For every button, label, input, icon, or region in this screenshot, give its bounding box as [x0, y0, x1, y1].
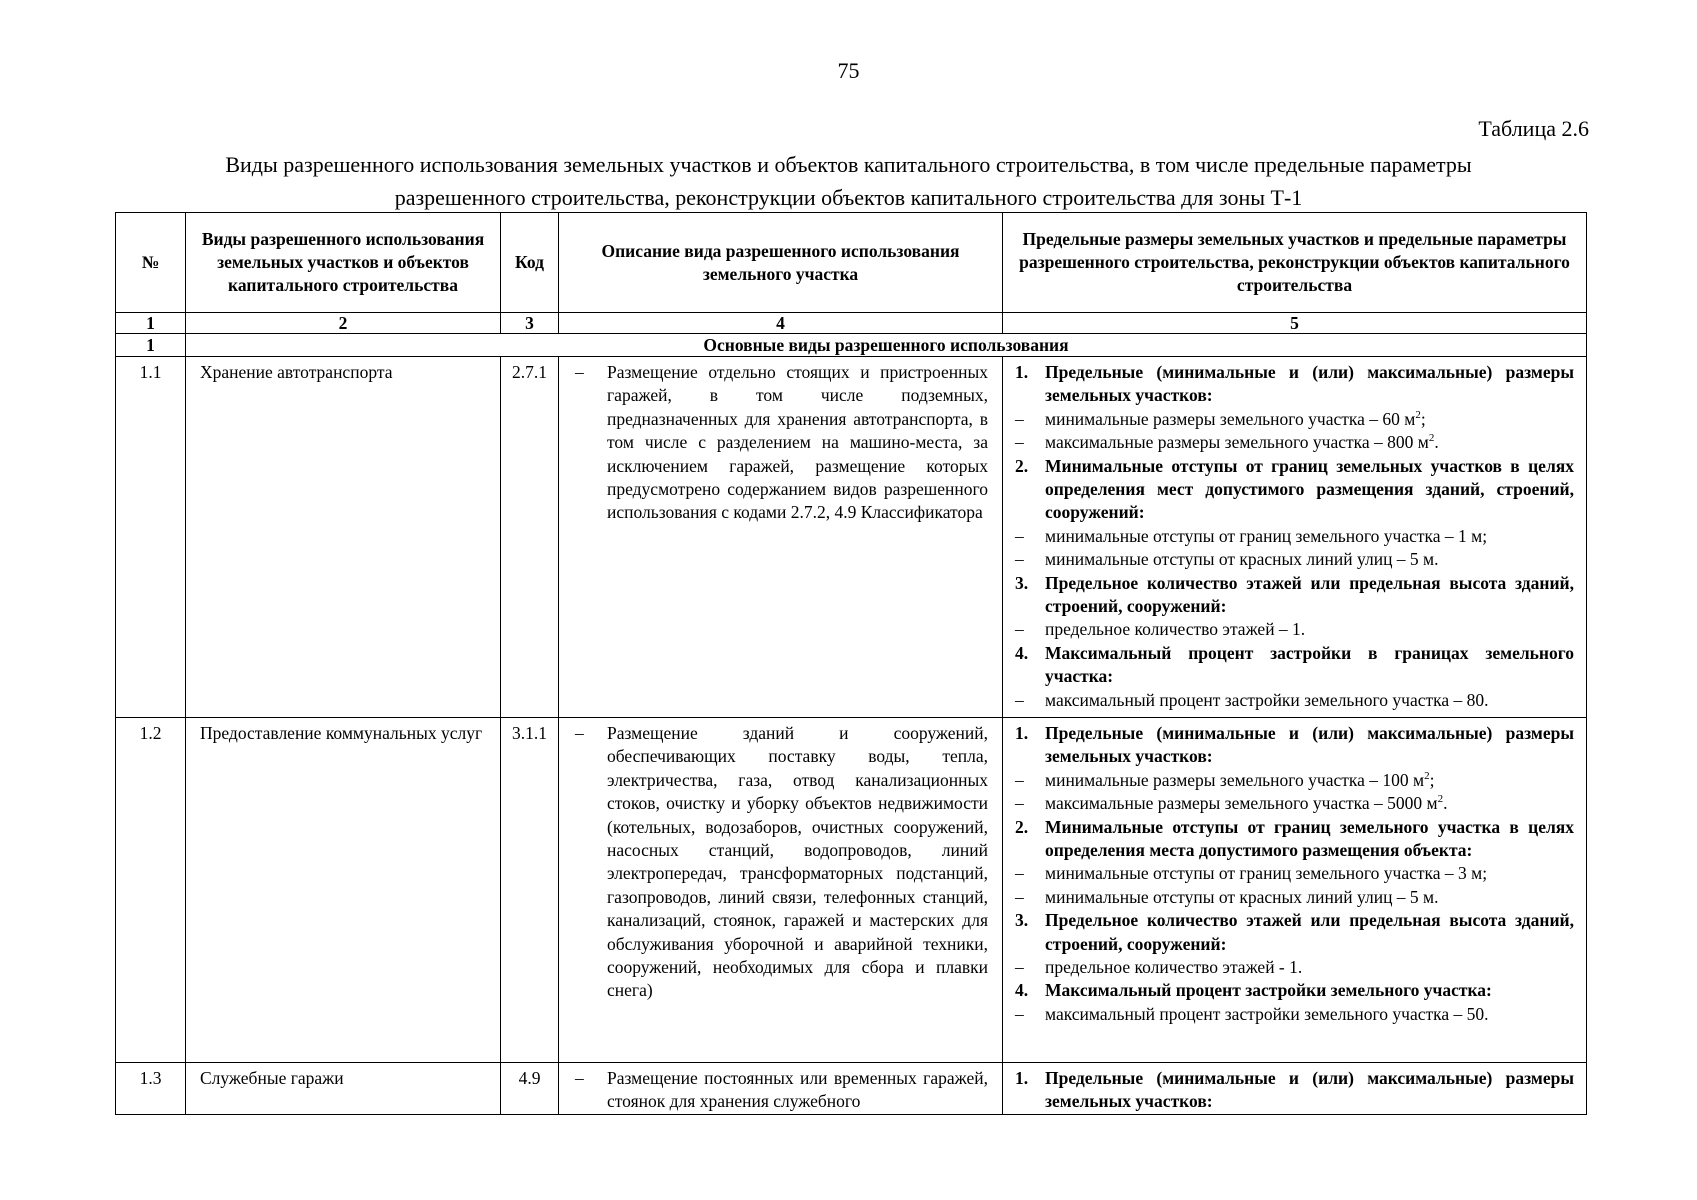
bullet-dash: – — [1015, 1003, 1024, 1024]
header-name: Виды разрешенного использования земельных участков и объектов капитального строительства — [186, 213, 501, 313]
param-heading: Минимальные отступы от границ земельного участка в целях определения места допустимого размещения объекта: — [1045, 816, 1574, 861]
table-row — [116, 357, 1587, 718]
param-heading: Минимальные отступы от границ земельных участков в целях определения мест допустимого размещения зданий, строений, сооружений: — [1045, 455, 1574, 523]
param-number: 1. — [1015, 362, 1029, 382]
bullet-dash: – — [1015, 957, 1024, 978]
page-number: 75 — [837, 58, 860, 83]
param-number: 4. — [1015, 642, 1029, 663]
param-heading: Предельное количество этажей или предельная высота зданий, строений, сооружений: — [1045, 910, 1574, 954]
header-num: № — [116, 213, 186, 313]
param-number: 1. — [1015, 1068, 1029, 1088]
row-description — [559, 718, 1003, 1063]
bullet-dash: – — [1015, 619, 1024, 640]
param-number: 2. — [1015, 816, 1029, 837]
bullet-dash: – — [1015, 432, 1024, 453]
header-params: Предельные размеры земельных участков и предельные параметры разрешенного строительства, реконструкции объектов капитального строительства — [1003, 213, 1587, 313]
param-item: максимальные размеры земельного участка – 5000 $м^2$. — [1045, 793, 1448, 814]
description-text: Размещение постоянных или временных гаражей, стоянок для хранения служебного — [607, 1068, 988, 1112]
column-number: 4 — [559, 313, 1003, 334]
bullet-dash: – — [1015, 549, 1024, 570]
param-heading: Предельное количество этажей или предельная высота зданий, строений, сооружений: — [1045, 572, 1574, 617]
column-number-row — [116, 313, 1587, 334]
param-number: 2. — [1015, 455, 1029, 476]
bullet-dash: – — [1015, 769, 1024, 790]
param-heading: Максимальный процент застройки в границах земельного участка: — [1045, 642, 1574, 687]
param-item: предельное количество этажей – 1. — [1045, 619, 1306, 640]
param-item: минимальные размеры земельного участка – 100 $м^2$; — [1045, 769, 1435, 790]
bullet-dash: – — [575, 1068, 584, 1088]
section-row — [116, 334, 1587, 357]
param-item: минимальные размеры земельного участка – 60 $м^2$; — [1045, 408, 1426, 429]
bullet-dash: – — [575, 723, 584, 743]
param-heading: Предельные (минимальные и (или) максимальные) размеры земельных участков: — [1045, 1068, 1574, 1112]
land-use-table — [115, 212, 1587, 1115]
column-number: 3 — [501, 313, 559, 334]
bullet-dash: – — [1015, 408, 1024, 429]
table-title-line-1: Виды разрешенного использования земельных участков и объектов капитального строительства, в том числе предельные параметры — [225, 152, 1472, 177]
param-heading: Максимальный процент застройки земельного участка: — [1045, 980, 1492, 1001]
column-number: 2 — [186, 313, 501, 334]
row-parameters — [1003, 718, 1587, 1063]
row-code: 2.7.1 — [501, 357, 559, 718]
row-use-name: Служебные гаражи — [186, 1063, 501, 1115]
param-item: максимальный процент застройки земельного участка – 50. — [1045, 1003, 1489, 1024]
param-item: минимальные отступы от границ земельного участка – 1 м; — [1045, 525, 1488, 546]
row-parameters — [1003, 357, 1587, 718]
column-number: 1 — [116, 313, 186, 334]
header-code: Код — [501, 213, 559, 313]
row-number: 1.1 — [116, 357, 186, 718]
param-heading: Предельные (минимальные и (или) максимальные) размеры земельных участков: — [1045, 362, 1574, 406]
param-item: минимальные отступы от границ земельного участка – 3 м; — [1045, 863, 1488, 884]
row-code: 3.1.1 — [501, 718, 559, 1063]
table-caption: Таблица 2.6 — [1478, 116, 1589, 141]
row-code: 4.9 — [501, 1063, 559, 1115]
param-number: 3. — [1015, 910, 1029, 931]
section-title: Основные виды разрешенного использования — [186, 334, 1587, 357]
param-number: 1. — [1015, 723, 1029, 743]
param-heading: Предельные (минимальные и (или) максимальные) размеры земельных участков: — [1045, 723, 1574, 767]
param-item: минимальные отступы от красных линий улиц – 5 м. — [1045, 886, 1439, 907]
bullet-dash: – — [575, 362, 584, 382]
section-number: 1 — [116, 334, 186, 357]
header-desc: Описание вида разрешенного использования земельного участка — [559, 213, 1003, 313]
param-item: предельное количество этажей - 1. — [1045, 957, 1303, 978]
row-number: 1.3 — [116, 1063, 186, 1115]
description-text: Размещение отдельно стоящих и пристроенных гаражей, в том числе подземных, предназначенных для хранения автотранспорта, в том числе с разделением на машино-места, за исключением гаражей, размещение которых предусмотрено содержанием видов разрешенного использования с кодами 2.7.2, 4.9 Классификатора — [607, 362, 988, 523]
row-description — [559, 357, 1003, 718]
param-number: 4. — [1015, 980, 1029, 1001]
bullet-dash: – — [1015, 689, 1024, 710]
param-item: максимальный процент застройки земельного участка – 80. — [1045, 689, 1489, 710]
param-number: 3. — [1015, 572, 1029, 593]
row-parameters — [1003, 1063, 1587, 1115]
column-number: 5 — [1003, 313, 1587, 334]
row-use-name: Предоставление коммунальных услуг — [186, 718, 501, 1063]
param-item: минимальные отступы от красных линий улиц – 5 м. — [1045, 549, 1439, 570]
table-row — [116, 718, 1587, 1063]
table-title — [150, 148, 1547, 214]
bullet-dash: – — [1015, 886, 1024, 907]
param-item: максимальные размеры земельного участка – 800 $м^2$. — [1045, 432, 1439, 453]
description-text: Размещение зданий и сооружений, обеспечивающих поставку воды, тепла, электричества, газа, отвод канализационных стоков, очистку и уборку объектов недвижимости (котельных, водозаборов, очистных сооружений, насосных станций, водопроводов, линий электропередач, трансформаторных подстанций, газопроводов, линий связи, телефонных станций, канализаций, стоянок, гаражей и мастерских для обслуживания уборочной и аварийной техники, сооружений, необходимых для сбора и плавки снега) — [607, 723, 988, 1001]
bullet-dash: – — [1015, 793, 1024, 814]
row-number: 1.2 — [116, 718, 186, 1063]
row-use-name: Хранение автотранспорта — [186, 357, 501, 718]
table-header-row — [116, 213, 1587, 313]
table-title-line-2: разрешенного строительства, реконструкции объектов капитального строительства для зоны Т-1 — [394, 185, 1303, 210]
row-description — [559, 1063, 1003, 1115]
bullet-dash: – — [1015, 863, 1024, 884]
table-row — [116, 1063, 1587, 1115]
bullet-dash: – — [1015, 525, 1024, 546]
